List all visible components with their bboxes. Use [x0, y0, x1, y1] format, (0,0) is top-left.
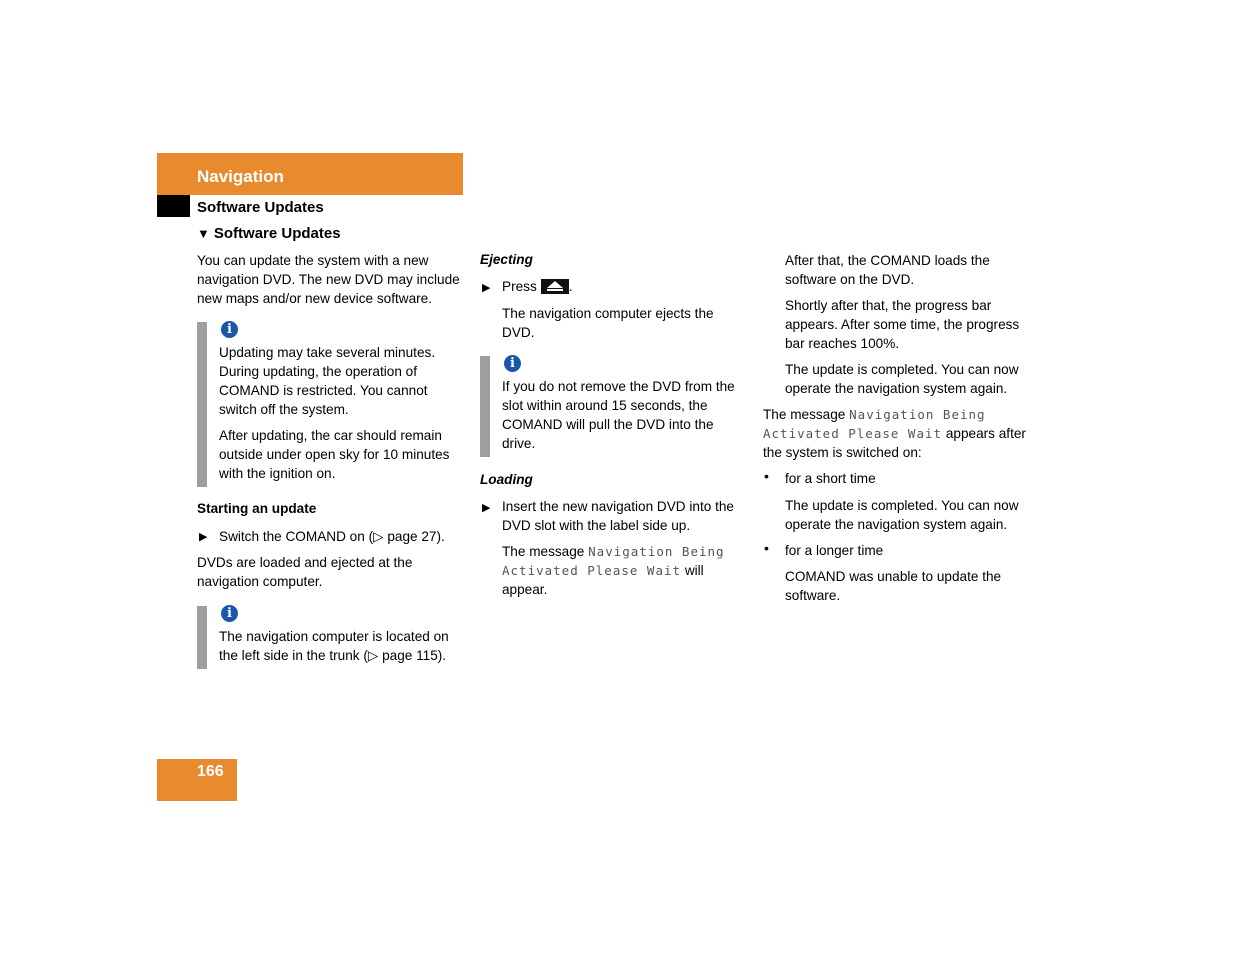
section-title-text: Software Updates: [213, 225, 341, 242]
message-code-line2: Activated Please Wait: [763, 426, 943, 441]
section-title: [197, 225, 341, 242]
eject-result: The navigation computer ejects the DVD.: [502, 306, 714, 340]
bullet-short-time: for a short time: [785, 471, 876, 486]
message-code-line2: Activated Please Wait: [502, 563, 682, 578]
chapter-subtitle: Software Updates: [197, 199, 324, 216]
message-suffix: appears after: [945, 426, 1026, 441]
page-number: 166: [197, 763, 224, 780]
col3-paragraph-2: Shortly after that, the progress bar appears. After some time, the progress bar reaches 100%.: [785, 298, 1020, 351]
dvds-paragraph: DVDs are loaded and ejected at the navigation computer.: [197, 555, 413, 589]
bullet-longer-time-text: COMAND was unable to update the software.: [785, 569, 1002, 603]
info-bar-3: [480, 356, 490, 457]
info1-paragraph-2: After updating, the car should remain outside under open sky for 10 minutes with the ignition on.: [219, 428, 450, 481]
message-end: the system is switched on:: [763, 445, 922, 460]
starting-update-heading: Starting an update: [197, 501, 317, 516]
info-icon: i: [221, 605, 238, 622]
col3-paragraph-3: The update is completed. You can now operate the navigation system again.: [785, 362, 1019, 396]
chapter-title: Navigation: [197, 167, 284, 186]
insert-step: Insert the new navigation DVD into the DVD slot with the label side up.: [502, 499, 734, 533]
loading-message: [502, 542, 762, 599]
triangle-down-icon: ▼: [197, 226, 210, 241]
switched-on-message: [763, 405, 1038, 462]
step-switch-on: Switch the COMAND on (▷ page 27).: [219, 529, 445, 544]
loading-heading: Loading: [480, 472, 533, 487]
message-code-line1: Navigation Being: [588, 544, 725, 559]
message-prefix: The message: [502, 544, 585, 559]
info3-paragraph: If you do not remove the DVD from the slot within around 15 seconds, the COMAND will pull the DVD into the drive.: [502, 379, 735, 451]
subtitle-marker: [157, 195, 190, 217]
ejecting-heading: Ejecting: [480, 252, 533, 267]
info-icon: i: [504, 355, 521, 372]
message-end: appear.: [502, 582, 548, 597]
col3-paragraph-1: After that, the COMAND loads the software on the DVD.: [785, 253, 990, 287]
bullet-short-time-text: The update is completed. You can now operate the navigation system again.: [785, 498, 1019, 532]
step-arrow-icon: ▶: [482, 502, 491, 514]
step-arrow-icon: ▶: [482, 282, 491, 294]
info-bar-1: [197, 322, 207, 487]
press-label: Press: [502, 279, 537, 294]
bullet-longer-time: for a longer time: [785, 543, 884, 558]
info-icon: i: [221, 321, 238, 338]
step-arrow-icon: ▶: [199, 531, 208, 543]
bullet-icon: •: [764, 540, 769, 556]
message-suffix: will: [684, 563, 704, 578]
info2-paragraph: The navigation computer is located on the left side in the trunk (▷ page 115).: [219, 629, 449, 663]
intro-paragraph: You can update the system with a new navigation DVD. The new DVD may include new maps and/or new device software.: [197, 253, 460, 306]
info-bar-2: [197, 606, 207, 669]
eject-icon: [541, 279, 569, 294]
press-step: [502, 277, 573, 296]
bullet-icon: •: [764, 468, 769, 484]
message-prefix: The message: [763, 407, 846, 422]
info1-paragraph-1: Updating may take several minutes. During updating, the operation of COMAND is restricted. You cannot switch off the system.: [219, 345, 436, 417]
message-code-line1: Navigation Being: [849, 407, 986, 422]
press-suffix: .: [568, 279, 573, 294]
